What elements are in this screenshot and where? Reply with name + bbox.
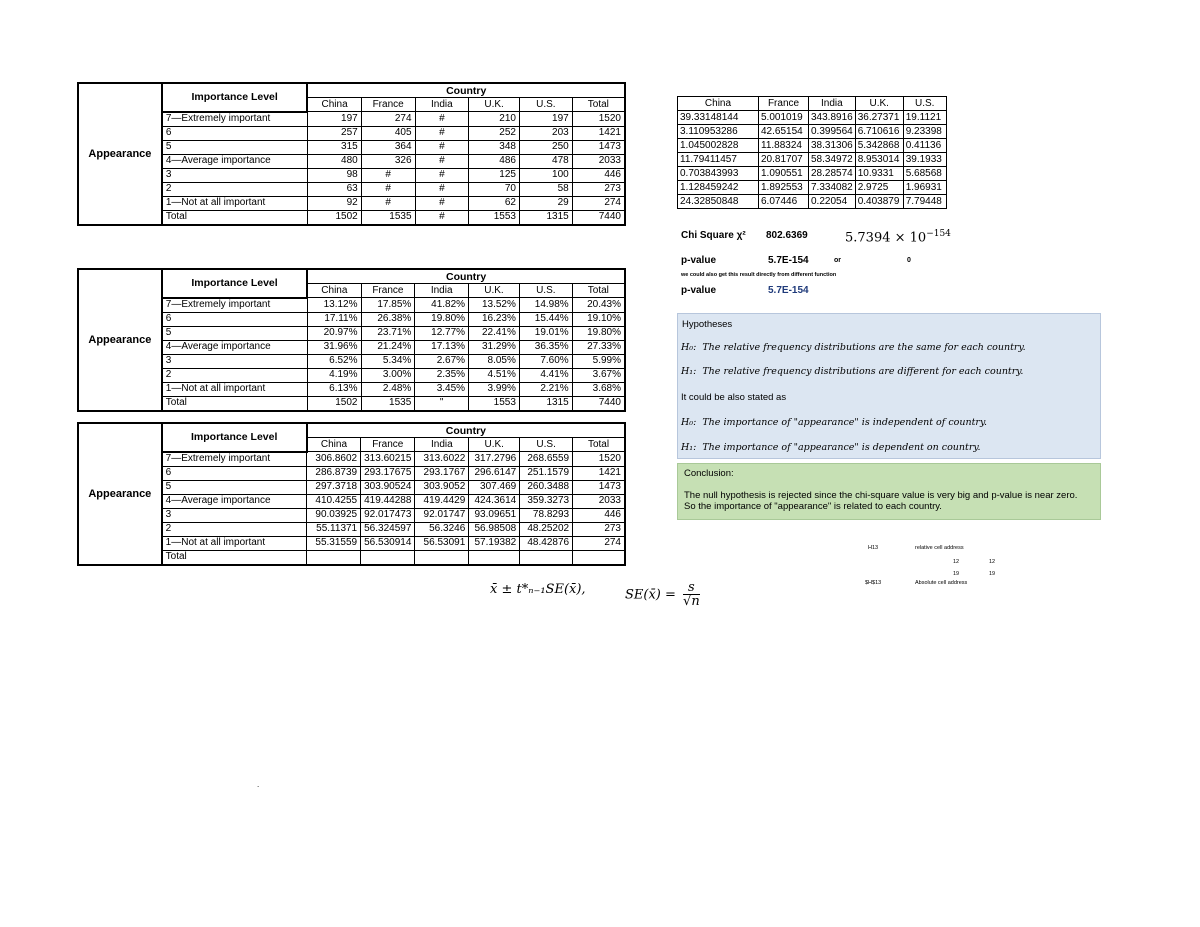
percent-cell: " <box>415 396 469 411</box>
counts-cell: 1553 <box>469 210 520 225</box>
expected-cell: 296.6147 <box>469 466 520 480</box>
h0-text: The relative frequency distributions are the same for each country. <box>702 342 1026 353</box>
expected-cell: 56.530914 <box>361 536 415 550</box>
counts-table <box>77 82 626 226</box>
expected-cell: 419.4429 <box>415 494 469 508</box>
expected-cell: 90.03925 <box>307 508 361 522</box>
percent-cell: 20.97% <box>307 326 361 340</box>
expected-cell: 48.42876 <box>520 536 573 550</box>
chi-row <box>678 181 947 195</box>
expected-cell <box>573 550 625 565</box>
expected-cell: 297.3718 <box>307 480 361 494</box>
expected-cell: 1473 <box>573 480 625 494</box>
pvalue-label: p-value <box>681 255 717 266</box>
counts-cell: 197 <box>307 112 361 127</box>
expected-cell: 78.8293 <box>520 508 573 522</box>
counts-cell: 197 <box>519 112 572 127</box>
percent-cell: 1535 <box>361 396 415 411</box>
expected-cell: 317.2796 <box>469 452 520 467</box>
chi-cell: 343.8916 <box>809 111 856 125</box>
expected-cell: 303.9052 <box>415 480 469 494</box>
expected-cell: 93.09651 <box>469 508 520 522</box>
counts-cell: 250 <box>519 140 572 154</box>
counts-cell: 100 <box>519 168 572 182</box>
chi-row <box>678 195 947 209</box>
chi-cell: 0.22054 <box>809 195 856 209</box>
percent-cell: 13.12% <box>307 298 361 313</box>
expected-col-header: Total <box>573 438 625 452</box>
expected-cell: 273 <box>573 522 625 536</box>
percent-cell: 22.41% <box>469 326 520 340</box>
expected-cell <box>361 550 415 565</box>
counts-level-label: 2 <box>162 182 308 196</box>
percent-cell: 3.68% <box>572 382 625 396</box>
percent-col-header: U.K. <box>469 284 520 298</box>
stray-dot: . <box>257 780 260 789</box>
expected-cell: 56.324597 <box>361 522 415 536</box>
counts-cell: 252 <box>469 126 520 140</box>
counts-col-header: France <box>361 98 415 112</box>
h1-symbol: H₁: <box>681 366 697 377</box>
zero-value: 0 <box>907 257 911 264</box>
expected-cell: 92.01747 <box>415 508 469 522</box>
counts-cell: 125 <box>469 168 520 182</box>
expected-cell: 303.90524 <box>361 480 415 494</box>
counts-cell: # <box>415 126 469 140</box>
chi-cell: 5.001019 <box>759 111 809 125</box>
or-label: or <box>834 257 841 264</box>
note-num-4: 19 <box>989 571 996 577</box>
chi-cell: 1.090551 <box>759 167 809 181</box>
note-num-1: 12 <box>953 559 960 565</box>
chi-row <box>678 125 947 139</box>
chi-cell: 0.41136 <box>903 139 946 153</box>
counts-cell: # <box>415 140 469 154</box>
chi-col-header: India <box>809 97 856 111</box>
counts-cell: # <box>415 168 469 182</box>
percent-cell: 1315 <box>519 396 572 411</box>
hypotheses-title: Hypotheses <box>682 319 733 330</box>
chi-cell: 0.403879 <box>855 195 903 209</box>
counts-cell: 1315 <box>519 210 572 225</box>
percent-cell: 19.10% <box>572 312 625 326</box>
counts-col-header: U.S. <box>519 98 572 112</box>
chi-cell: 58.34972 <box>809 153 856 167</box>
counts-cell: # <box>415 112 469 127</box>
expected-cell: 286.8739 <box>307 466 361 480</box>
percent-cell: 2.48% <box>361 382 415 396</box>
note-num-2: 12 <box>989 559 996 565</box>
percent-col-header: U.S. <box>519 284 572 298</box>
expected-col-header: India <box>415 438 469 452</box>
chi-cell: 2.9725 <box>855 181 903 195</box>
counts-cell: 62 <box>469 196 520 210</box>
counts-cell: 1473 <box>572 140 625 154</box>
counts-cell: 1421 <box>572 126 625 140</box>
counts-cell: # <box>361 168 415 182</box>
expected-appearance-label: Appearance <box>78 423 162 565</box>
ci-formula: x̄ ± t*ₙ₋₁SE(x̄), <box>490 582 586 597</box>
counts-cell: 98 <box>307 168 361 182</box>
counts-cell: 210 <box>469 112 520 127</box>
counts-col-header: U.K. <box>469 98 520 112</box>
chi-cell: 7.334082 <box>809 181 856 195</box>
conclusion-title: Conclusion: <box>684 468 734 479</box>
percent-header-row <box>78 269 625 284</box>
chi-cell: 1.96931 <box>903 181 946 195</box>
expected-cell: 57.19382 <box>469 536 520 550</box>
counts-cell: 364 <box>361 140 415 154</box>
se-numerator: s <box>683 582 700 595</box>
percent-col-header: France <box>361 284 415 298</box>
counts-appearance-label: Appearance <box>78 83 162 225</box>
expected-cell: 446 <box>573 508 625 522</box>
h0b-text: The importance of "appearance" is independent of country. <box>702 417 988 428</box>
alt-function-note: we could also get this result directly from different function <box>681 272 837 278</box>
chi-cell: 20.81707 <box>759 153 809 167</box>
percent-cell: 17.13% <box>415 340 469 354</box>
chi-cell: 8.953014 <box>855 153 903 167</box>
pvalue2-label: p-value <box>681 285 717 296</box>
expected-cell: 293.17675 <box>361 466 415 480</box>
expected-cell: 55.11371 <box>307 522 361 536</box>
chi-row <box>678 139 947 153</box>
counts-level-label: 1—Not at all important <box>162 196 308 210</box>
expected-level-label: Total <box>162 550 307 565</box>
expected-cell: 410.4255 <box>307 494 361 508</box>
expected-cell: 274 <box>573 536 625 550</box>
chi-cell: 11.88324 <box>759 139 809 153</box>
percent-cell: 2.35% <box>415 368 469 382</box>
alt-statement-label: It could be also stated as <box>681 392 787 403</box>
percent-cell: 31.29% <box>469 340 520 354</box>
chi-cell: 42.65154 <box>759 125 809 139</box>
expected-cell: 268.6559 <box>520 452 573 467</box>
chi-cell: 28.28574 <box>809 167 856 181</box>
counts-cell: 1520 <box>572 112 625 127</box>
percent-cell: 17.11% <box>307 312 361 326</box>
expected-cell: 56.98508 <box>469 522 520 536</box>
percent-cell: 12.77% <box>415 326 469 340</box>
counts-cell: 326 <box>361 154 415 168</box>
chi-cell: 1.045002828 <box>678 139 759 153</box>
chi-row <box>678 153 947 167</box>
percent-cell: 19.80% <box>572 326 625 340</box>
se-lhs: SE(x̄) = <box>625 587 676 603</box>
scientific-mantissa: 5.7394 × 10 <box>845 230 927 246</box>
h1b-symbol: H₁: <box>681 442 697 453</box>
percent-level-label: 6 <box>162 312 307 326</box>
expected-cell: 92.017473 <box>361 508 415 522</box>
percent-cell: 41.82% <box>415 298 469 313</box>
counts-cell: 274 <box>361 112 415 127</box>
chi-cell: 7.79448 <box>903 195 946 209</box>
absolute-ref-label: Absolute cell address <box>915 580 968 586</box>
pvalue-value: 5.7E-154 <box>768 255 809 266</box>
chi-cell: 1.128459242 <box>678 181 759 195</box>
percent-col-header: Total <box>572 284 625 298</box>
counts-cell: 257 <box>307 126 361 140</box>
conclusion-box <box>677 463 1101 520</box>
percent-cell: 5.34% <box>361 354 415 368</box>
chi-cell: 10.9331 <box>855 167 903 181</box>
expected-cell <box>469 550 520 565</box>
expected-level-label: 3 <box>162 508 307 522</box>
expected-col-header: France <box>361 438 415 452</box>
counts-cell: 7440 <box>572 210 625 225</box>
counts-country-header: Country <box>307 83 625 98</box>
percent-col-header: India <box>415 284 469 298</box>
chi-cell: 1.892553 <box>759 181 809 195</box>
percent-cell: 17.85% <box>361 298 415 313</box>
expected-col-header: U.K. <box>469 438 520 452</box>
counts-cell: # <box>415 196 469 210</box>
counts-cell: 315 <box>307 140 361 154</box>
chi-cell: 0.703843993 <box>678 167 759 181</box>
h0b-statement <box>681 417 987 428</box>
h1-statement <box>681 366 1023 377</box>
percent-cell: 27.33% <box>572 340 625 354</box>
h1b-text: The importance of "appearance" is dependent on country. <box>702 442 981 453</box>
percent-cell: 2.21% <box>519 382 572 396</box>
percent-cell: 4.41% <box>519 368 572 382</box>
counts-cell: 446 <box>572 168 625 182</box>
chi-cell: 3.110953286 <box>678 125 759 139</box>
expected-level-label: 1—Not at all important <box>162 536 307 550</box>
percent-cell: 7.60% <box>519 354 572 368</box>
counts-cell: # <box>415 154 469 168</box>
counts-cell: # <box>415 182 469 196</box>
chi-cell: 11.79411457 <box>678 153 759 167</box>
note-num-3: 19 <box>953 571 960 577</box>
h0b-symbol: H₀: <box>681 417 697 428</box>
expected-cell: 359.3273 <box>520 494 573 508</box>
expected-header-row <box>78 423 625 438</box>
expected-cell: 251.1579 <box>520 466 573 480</box>
percent-cell: 2.67% <box>415 354 469 368</box>
expected-cell: 306.8602 <box>307 452 361 467</box>
chi-cell: 9.23398 <box>903 125 946 139</box>
expected-cell <box>520 550 573 565</box>
counts-cell: # <box>415 210 469 225</box>
pvalue2-value: 5.7E-154 <box>768 285 809 296</box>
expected-cell <box>415 550 469 565</box>
percent-cell: 6.52% <box>307 354 361 368</box>
counts-cell: 58 <box>519 182 572 196</box>
counts-level-label: 7—Extremely important <box>162 112 308 127</box>
chi-cell: 5.68568 <box>903 167 946 181</box>
percent-cell: 16.23% <box>469 312 520 326</box>
chi-square-label: Chi Square χ² <box>681 230 746 241</box>
chi-cell: 6.07446 <box>759 195 809 209</box>
percent-cell: 23.71% <box>361 326 415 340</box>
counts-cell: 480 <box>307 154 361 168</box>
h0-symbol: H₀: <box>681 342 697 353</box>
percent-level-label: 1—Not at all important <box>162 382 307 396</box>
relative-ref-cell: H13 <box>868 545 879 551</box>
percent-cell: 1502 <box>307 396 361 411</box>
counts-cell: 1502 <box>307 210 361 225</box>
scientific-exponent: −154 <box>926 229 951 239</box>
counts-level-label: 3 <box>162 168 308 182</box>
chi-col-header: U.K. <box>855 97 903 111</box>
chi-cell: 24.32850848 <box>678 195 759 209</box>
conclusion-text: The null hypothesis is rejected since the chi-square value is very big and p-value is near zero. So the importance of "appearance" is related to each country. <box>684 490 1078 512</box>
counts-cell: 405 <box>361 126 415 140</box>
counts-cell: 70 <box>469 182 520 196</box>
counts-col-header: Total <box>572 98 625 112</box>
chi-cell: 0.399564 <box>809 125 856 139</box>
counts-cell: 2033 <box>572 154 625 168</box>
absolute-ref-cell: $H$13 <box>865 580 882 586</box>
percent-cell: 4.19% <box>307 368 361 382</box>
expected-table <box>77 422 626 566</box>
expected-cell: 419.44288 <box>361 494 415 508</box>
expected-cell: 55.31559 <box>307 536 361 550</box>
expected-level-label: 5 <box>162 480 307 494</box>
counts-cell: 486 <box>469 154 520 168</box>
expected-cell: 48.25202 <box>520 522 573 536</box>
chi-col-header: France <box>759 97 809 111</box>
expected-cell: 1421 <box>573 466 625 480</box>
h1-text: The relative frequency distributions are different for each country. <box>702 366 1024 377</box>
percent-appearance-label: Appearance <box>78 269 162 411</box>
counts-cell: 274 <box>572 196 625 210</box>
se-formula <box>625 582 700 608</box>
chi-row <box>678 167 947 181</box>
chi-cell: 19.1121 <box>903 111 946 125</box>
counts-cell: 63 <box>307 182 361 196</box>
counts-cell: 92 <box>307 196 361 210</box>
counts-level-label: 5 <box>162 140 308 154</box>
counts-level-label: Total <box>162 210 308 225</box>
expected-col-header: China <box>307 438 361 452</box>
chi-square-value: 802.6369 <box>766 230 808 241</box>
chi-col-header: China <box>678 97 759 111</box>
relative-ref-label: relative cell address <box>915 545 964 551</box>
percent-cell: 20.43% <box>572 298 625 313</box>
percent-cell: 19.80% <box>415 312 469 326</box>
chi-contribution-table <box>677 96 947 209</box>
percent-cell: 19.01% <box>519 326 572 340</box>
chi-cell: 39.1933 <box>903 153 946 167</box>
expected-cell: 424.3614 <box>469 494 520 508</box>
chi-cell: 38.31306 <box>809 139 856 153</box>
percent-importance-header: Importance Level <box>162 269 307 298</box>
expected-level-label: 4—Average importance <box>162 494 307 508</box>
chi-col-header: U.S. <box>903 97 946 111</box>
expected-cell: 56.53091 <box>415 536 469 550</box>
expected-level-label: 2 <box>162 522 307 536</box>
counts-cell: 478 <box>519 154 572 168</box>
percent-cell: 7440 <box>572 396 625 411</box>
counts-header-row <box>78 83 625 98</box>
percent-cell: 3.45% <box>415 382 469 396</box>
percent-col-header: China <box>307 284 361 298</box>
hypotheses-box <box>677 313 1101 459</box>
se-denominator: √n <box>683 594 700 609</box>
expected-col-header: U.S. <box>520 438 573 452</box>
h1b-statement <box>681 442 981 453</box>
counts-importance-header: Importance Level <box>162 83 308 112</box>
expected-importance-header: Importance Level <box>162 423 307 452</box>
percent-cell: 3.67% <box>572 368 625 382</box>
percent-level-label: 2 <box>162 368 307 382</box>
counts-level-label: 6 <box>162 126 308 140</box>
percent-cell: 6.13% <box>307 382 361 396</box>
percent-country-header: Country <box>307 269 625 284</box>
expected-level-label: 7—Extremely important <box>162 452 307 467</box>
percent-cell: 21.24% <box>361 340 415 354</box>
h0-statement <box>681 342 1026 353</box>
expected-cell: 293.1767 <box>415 466 469 480</box>
percent-level-label: Total <box>162 396 307 411</box>
expected-cell: 307.469 <box>469 480 520 494</box>
percent-level-label: 7—Extremely important <box>162 298 307 313</box>
percent-level-label: 4—Average importance <box>162 340 307 354</box>
expected-cell: 313.6022 <box>415 452 469 467</box>
counts-col-header: China <box>307 98 361 112</box>
chi-row <box>678 111 947 125</box>
counts-col-header: India <box>415 98 469 112</box>
chi-header-row <box>678 97 947 111</box>
counts-cell: # <box>361 196 415 210</box>
chi-cell: 6.710616 <box>855 125 903 139</box>
expected-cell: 1520 <box>573 452 625 467</box>
counts-cell: 1535 <box>361 210 415 225</box>
percent-cell: 1553 <box>469 396 520 411</box>
percent-cell: 8.05% <box>469 354 520 368</box>
counts-cell: 29 <box>519 196 572 210</box>
scientific-pvalue <box>845 229 951 245</box>
percent-cell: 15.44% <box>519 312 572 326</box>
percent-cell: 31.96% <box>307 340 361 354</box>
percent-level-label: 5 <box>162 326 307 340</box>
expected-cell: 56.3246 <box>415 522 469 536</box>
percent-cell: 5.99% <box>572 354 625 368</box>
expected-cell: 260.3488 <box>520 480 573 494</box>
percent-table <box>77 268 626 412</box>
chi-cell: 36.27371 <box>855 111 903 125</box>
percent-cell: 4.51% <box>469 368 520 382</box>
percent-cell: 13.52% <box>469 298 520 313</box>
counts-cell: 203 <box>519 126 572 140</box>
percent-cell: 3.00% <box>361 368 415 382</box>
counts-level-label: 4—Average importance <box>162 154 308 168</box>
expected-cell: 2033 <box>573 494 625 508</box>
percent-cell: 26.38% <box>361 312 415 326</box>
chi-cell: 39.33148144 <box>678 111 759 125</box>
expected-cell <box>307 550 361 565</box>
percent-cell: 36.35% <box>519 340 572 354</box>
expected-cell: 313.60215 <box>361 452 415 467</box>
expected-country-header: Country <box>307 423 625 438</box>
percent-level-label: 3 <box>162 354 307 368</box>
counts-cell: 273 <box>572 182 625 196</box>
percent-cell: 14.98% <box>519 298 572 313</box>
counts-cell: # <box>361 182 415 196</box>
percent-cell: 3.99% <box>469 382 520 396</box>
counts-cell: 348 <box>469 140 520 154</box>
chi-cell: 5.342868 <box>855 139 903 153</box>
expected-level-label: 6 <box>162 466 307 480</box>
